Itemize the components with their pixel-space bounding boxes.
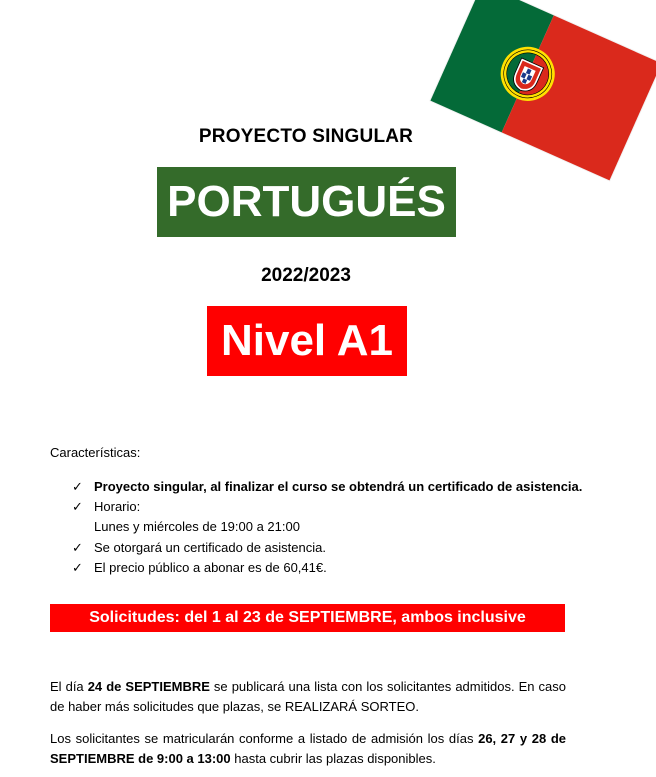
academic-year: 2022/2023	[261, 265, 351, 286]
check-icon: ✓	[72, 479, 83, 494]
portugal-flag-icon	[430, 0, 656, 180]
features-heading: Características:	[50, 445, 141, 460]
feature-text: Se otorgará un certificado de asistencia.	[94, 540, 326, 555]
features-list	[72, 478, 582, 579]
check-icon: ✓	[72, 499, 83, 514]
feature-text: El precio público a abonar es de 60,41€.	[94, 560, 327, 575]
list-item	[72, 518, 582, 539]
check-icon: ✓	[72, 560, 83, 575]
applications-banner: Solicitudes: del 1 al 23 de SEPTIEMBRE, ambos inclusive	[50, 604, 565, 632]
feature-text: Horario:	[94, 499, 141, 514]
project-title: PROYECTO SINGULAR	[198, 126, 414, 147]
enrollment-paragraph: Los solicitantes se matricularán conforme a listado de admisión los días 26, 27 y 28 de SEPTIEMBRE de 9:00 a 13:00 hasta cubrir las plazas disponibles.	[50, 731, 566, 766]
list-item	[72, 498, 582, 518]
course-level-banner: Nivel A1	[207, 306, 407, 376]
list-item	[72, 559, 582, 579]
feature-text: Proyecto singular, al finalizar el curso se obtendrá un certificado de asistencia.	[94, 479, 583, 494]
course-language-banner: PORTUGUÉS	[157, 167, 456, 237]
check-icon: ✓	[72, 540, 83, 555]
admission-list-paragraph: El día 24 de SEPTIEMBRE se publicará una lista con los solicitantes admitidos. En caso de haber más solicitudes que plazas, se REALIZARÁ SORTEO.	[50, 679, 566, 714]
list-item	[72, 478, 582, 498]
list-item	[72, 539, 582, 559]
schedule-text: Lunes y miércoles de 19:00 a 21:00	[94, 519, 300, 534]
